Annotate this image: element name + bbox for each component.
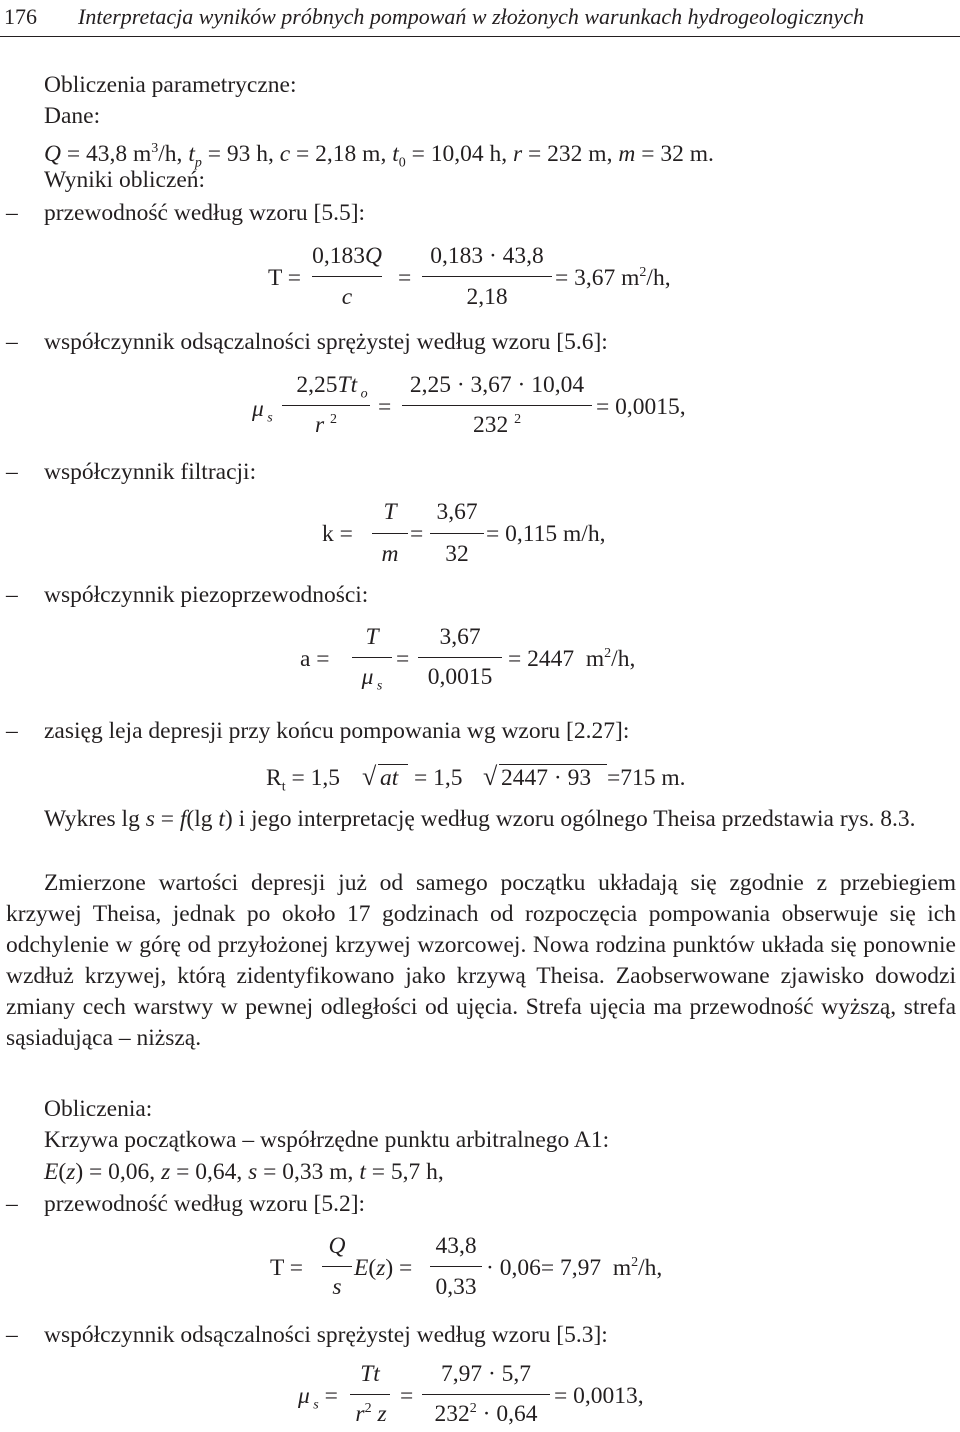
section-title: Obliczenia parametryczne: xyxy=(44,72,297,98)
fraction-bar xyxy=(430,1266,482,1267)
fraction-denominator: 0,33 xyxy=(435,1274,477,1300)
running-title: Interpretacja wyników próbnych pompowań w złożonych warunkach hydrogeologicznych xyxy=(78,4,864,29)
section-title: Obliczenia: xyxy=(44,1096,153,1122)
list-item: współczynnik piezoprzewodności: xyxy=(44,582,369,608)
fraction-bar xyxy=(402,405,592,406)
list-dash: – xyxy=(6,582,18,608)
fraction-numerator: 0,183 · 43,8 xyxy=(430,243,544,269)
fraction-numerator: Q xyxy=(328,1233,346,1259)
list-item: zasięg leja depresji przy końcu pompowania wg wzoru [2.27]: xyxy=(44,718,630,744)
list-item: przewodność według wzoru [5.2]: xyxy=(44,1191,366,1217)
given-label: Dane: xyxy=(44,103,101,129)
list-item: współczynnik odsączalności sprężystej według wzoru [5.3]: xyxy=(44,1322,608,1348)
initial-curve-label: Krzywa początkowa – współrzędne punktu arbitralnego A1: xyxy=(44,1127,610,1153)
list-item: przewodność według wzoru [5.5]: xyxy=(44,200,366,226)
list-item: współczynnik odsączalności sprężystej według wzoru [5.6]: xyxy=(44,329,608,355)
point-values: E(z) = 0,06, z = 0,64, s = 0,33 m, t = 5,7 h, xyxy=(44,1159,444,1185)
fraction-numerator: 2,25Tt $_o$ xyxy=(296,372,368,402)
formula-lhs: μ $_s$ = xyxy=(298,1383,338,1413)
formula-result: · 0,06= 7,97 $m^2/h$, xyxy=(486,1255,663,1281)
formula-lhs: T = xyxy=(268,265,302,291)
fraction-bar xyxy=(350,1394,390,1395)
radicand: at xyxy=(380,765,399,791)
fraction-denominator: r $^2$ xyxy=(314,412,338,438)
formula-result: = 3,67 $m^2/h$, xyxy=(555,265,671,291)
fraction-numerator: 0,183Q xyxy=(312,243,382,269)
fraction-bar xyxy=(322,1266,352,1267)
fraction-bar xyxy=(282,405,370,406)
formula-result: = 0,115 m/h, xyxy=(486,521,606,547)
fraction-denominator: s xyxy=(332,1274,342,1300)
paragraph: Wykres lg s = f(lg t) i jego interpretację według wzoru ogólnego Theisa przedstawia rys. 8.3. xyxy=(44,806,916,832)
radical-sign: √ xyxy=(483,762,498,791)
fraction-numerator: 7,97 · 5,7 xyxy=(440,1361,532,1387)
list-dash: – xyxy=(6,718,18,744)
formula-mid: = 1,5 xyxy=(414,765,463,791)
fraction-numerator: 43,8 xyxy=(435,1233,477,1259)
fraction-denominator: 0,0015 xyxy=(427,664,493,690)
fraction-numerator: Tt xyxy=(360,1361,380,1387)
fraction-denominator: c xyxy=(341,284,353,310)
formula-lhs: T = xyxy=(270,1255,304,1281)
formula-lhs: $R_t = 1,5$ xyxy=(266,765,340,795)
fraction-numerator: 3,67 xyxy=(439,624,481,650)
fraction-bar xyxy=(430,533,484,534)
fraction-numerator: 3,67 xyxy=(436,499,478,525)
list-dash: – xyxy=(6,459,18,485)
formula-result: = 0,0015, xyxy=(596,394,686,420)
fraction-denominator: 2,18 xyxy=(466,284,508,310)
formula-lhs: μ $_s$ xyxy=(252,396,273,426)
paragraph: Zmierzone wartości depresji już od samego początku układają się zgodnie z przebiegiem krzywej Theisa, jednak po około 17 godzinach od rozpoczęcia pompowania obserwuje się ich odchylenie w górę od przyłożonej krzywej wzorcowej. Nowa rodzina punktów układa się ponownie wzdłuż krzywej, którą zidentyfikowano jako krzywą Theisa. Zaobserwowane zjawisko dowodzi zmiany cech warstwy w pewnej odległości od ujęcia. Strefa ujęcia ma przewodność wyższą, strefa sąsiadująca – niższą. xyxy=(6,870,956,1051)
page-number: 176 xyxy=(4,4,37,29)
fraction-denominator: 232 $^2$ xyxy=(472,412,522,438)
fraction-numerator: T xyxy=(383,499,397,525)
fraction-numerator: T xyxy=(365,624,379,650)
page-header xyxy=(0,2,960,37)
formula-mid: E(z) = xyxy=(354,1255,413,1281)
radicand: 2447 · 93 xyxy=(501,765,592,791)
formula-result: = 2447 $m^2/h$, xyxy=(508,646,636,672)
fraction-bar xyxy=(422,276,552,277)
fraction-numerator: 2,25 · 3,67 · 10,04 xyxy=(409,372,585,398)
fraction-denominator: $232^2 \cdot 0,64$ xyxy=(434,1401,538,1427)
fraction-denominator: 32 xyxy=(445,541,469,567)
fraction-denominator: $r^2$ z xyxy=(355,1401,387,1427)
fraction-bar xyxy=(372,533,408,534)
list-dash: – xyxy=(6,1322,18,1348)
formula-lhs: a = xyxy=(300,646,330,672)
list-dash: – xyxy=(6,1191,18,1217)
fraction-denominator: m xyxy=(381,541,399,567)
given-values: Q = 43,8 $m^3/h$, $t_p = 93$ h, c = 2,18 m, $t_0 = 10,04$ h, r = 232 m, m = 32 m. xyxy=(44,140,714,171)
formula-lhs: k = xyxy=(322,521,353,547)
fraction-bar xyxy=(352,657,392,658)
radical-sign: √ xyxy=(362,762,377,791)
list-item: współczynnik filtracji: xyxy=(44,459,257,485)
formula-result: =715 m. xyxy=(607,765,686,791)
fraction-bar xyxy=(418,657,502,658)
list-dash: – xyxy=(6,329,18,355)
fraction-bar xyxy=(422,1394,550,1395)
list-dash: – xyxy=(6,200,18,226)
fraction-bar xyxy=(312,276,382,277)
fraction-denominator: μ $_s$ xyxy=(361,664,383,694)
results-label: Wyniki obliczeń: xyxy=(44,167,206,193)
formula-result: = 0,0013, xyxy=(554,1383,644,1409)
